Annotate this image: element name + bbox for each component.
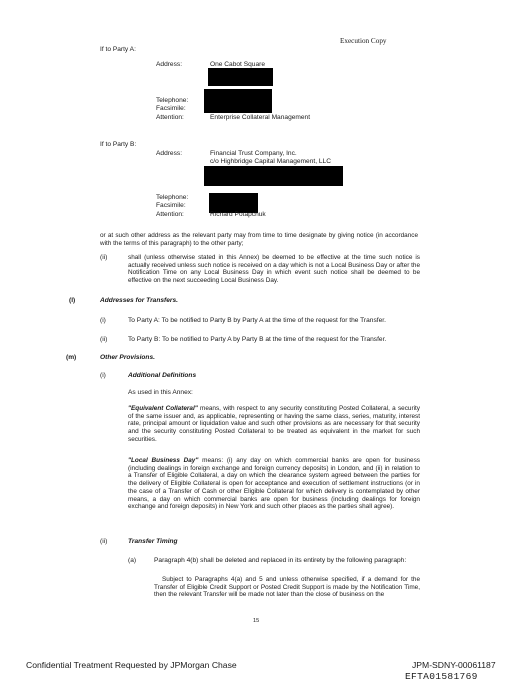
- party-b-attention-value: Richard Potapchuk: [210, 211, 266, 218]
- clause-ii-number: (ii): [100, 254, 108, 261]
- execution-copy-label: Execution Copy: [340, 37, 387, 45]
- section-l-item-number: (i): [100, 317, 106, 324]
- notice-text: or at such other address as the relevant party may from time to time designate by giving notice (in accordance with the terms of this paragraph) to the other party;: [100, 232, 418, 247]
- quoted-paragraph: Subject to Paragraphs 4(a) and 5 and unless otherwise specified, if a demand for the Transfer of Eligible Credit Support or Posted Credit Support is made by the Notification Time, then the relevant Transfer will be made not later than the close of business on the: [154, 576, 420, 599]
- efta-number: EFTA01581769: [405, 671, 478, 682]
- bates-number: JPM-SDNY-00061187: [412, 660, 496, 670]
- party-a-telephone-label: Telephone:: [156, 97, 189, 104]
- sub-i-intro: As used in this Annex:: [128, 389, 193, 396]
- sub-ii-number: (ii): [100, 538, 108, 545]
- sub-ii-a-text: Paragraph 4(b) shall be deleted and replaced in its entirety by the following paragraph:: [154, 557, 407, 564]
- party-a-facsimile-label: Facsimile:: [156, 105, 186, 112]
- sub-i-title: Additional Definitions: [128, 372, 197, 379]
- party-b-attention-label: Attention:: [156, 211, 184, 218]
- party-b-telephone-label: Telephone:: [156, 194, 189, 201]
- definition-text: means, with respect to any security constituting Posted Collateral, a security of the same issuer and, as applicable, representing or having the same class, series, maturity, interest rate, principal amount or liquidation value and such other provisions as are necessary for that security and the security constituting Posted Collateral to be treated as equivalent in the market for such securities.: [128, 405, 420, 443]
- party-b-address-line1: Financial Trust Company, Inc.: [210, 150, 297, 157]
- sub-ii-a-number: (a): [128, 557, 137, 564]
- party-a-address-label: Address:: [156, 61, 183, 68]
- section-m-title: Other Provisions.: [100, 354, 155, 361]
- party-a-attention-label: Attention:: [156, 114, 184, 121]
- definition-equivalent-collateral: [128, 405, 420, 444]
- redaction-box: [204, 166, 343, 186]
- party-b-address-label: Address:: [156, 150, 183, 157]
- party-a-heading: If to Party A:: [100, 46, 136, 53]
- redaction-box: [204, 89, 272, 113]
- page-number: 15: [253, 618, 260, 624]
- section-l-number: (l): [69, 297, 76, 304]
- sub-ii-title: Transfer Timing: [128, 538, 178, 545]
- sub-i-number: (i): [100, 372, 106, 379]
- party-b-facsimile-label: Facsimile:: [156, 202, 186, 209]
- confidential-notice: Confidential Treatment Requested by JPMorgan Chase: [26, 660, 237, 670]
- section-m-number: (m): [66, 354, 77, 361]
- party-b-heading: If to Party B:: [100, 141, 137, 148]
- redaction-box: [209, 193, 258, 213]
- clause-ii-text: shall (unless otherwise stated in this Annex) be deemed to be effective at the time such notice is actually received unless such notice is received on a day which is not a Local Business Day or after the Notification Time on any Local Business Day in which event such notice shall be deemed to be effective on the next succeeding Local Business Day.: [128, 254, 420, 285]
- redaction-box: [208, 68, 273, 86]
- party-a-address-line1: One Cabot Square: [210, 61, 265, 68]
- section-l-item-text: To Party B: To be notified to Party A by Party B at the time of the request for the Transfer.: [128, 336, 387, 343]
- section-l-item-number: (ii): [100, 336, 108, 343]
- definition-term: "Equivalent Collateral": [128, 405, 198, 412]
- section-l-title: Addresses for Transfers.: [100, 297, 178, 304]
- party-a-attention-value: Enterprise Collateral Management: [210, 114, 311, 121]
- definition-term: "Local Business Day": [128, 457, 199, 464]
- definition-local-business-day: [128, 457, 420, 511]
- section-l-item-text: To Party A: To be notified to Party B by Party A at the time of the request for the Transfer.: [128, 317, 386, 324]
- definition-text: means: (i) any day on which commercial banks are open for business (including dealings in foreign exchange and foreign currency deposits) in London, and (ii) in relation to a Transfer of Eligible Collateral, a day on which the clearance system agreed between the parties for the delivery of Eligible Collateral is open for acceptance and execution of settlement instructions (or in the case of a Transfer of Cash or other Eligible Collateral for which delivery is contemplated by other means, a day on which commercial banks are open for business (including dealings for foreign exchange and foreign deposits) in New York and such other places as the parties shall agree).: [128, 457, 420, 511]
- party-b-address-line2: c/o Highbridge Capital Management, LLC: [210, 158, 331, 165]
